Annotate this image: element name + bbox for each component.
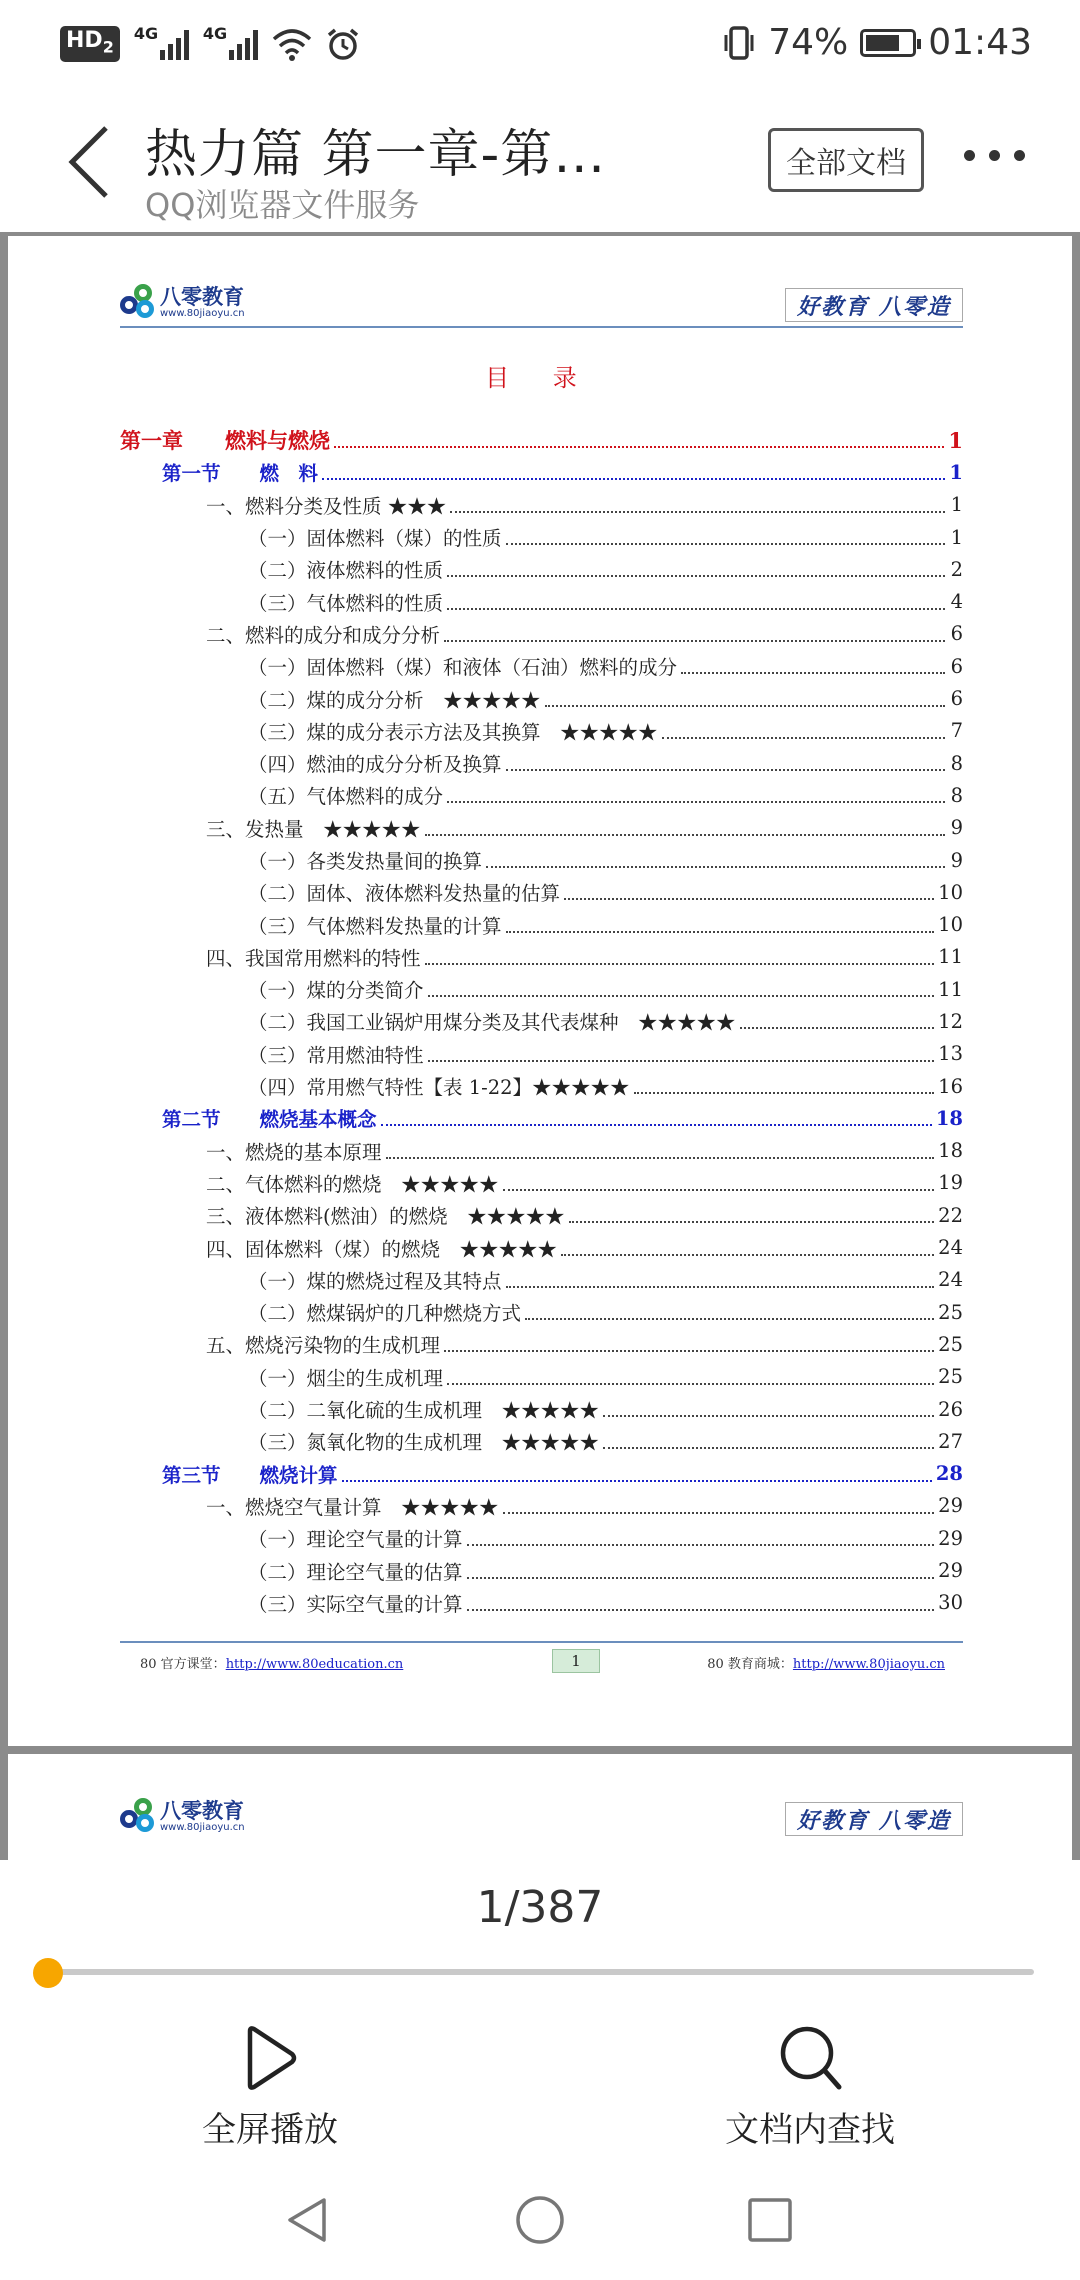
toc-entry-page: 11 xyxy=(938,977,963,1001)
fullscreen-play-button[interactable] xyxy=(150,2020,390,2151)
page-footer xyxy=(120,1641,963,1673)
toc-entry xyxy=(120,1522,963,1554)
more-menu-icon[interactable] xyxy=(964,150,1025,161)
footer-left-link[interactable]: http://www.80education.cn xyxy=(225,1657,404,1672)
toc-entry-label: （一）固体燃料（煤）的性质 xyxy=(248,527,502,551)
logo-rings-icon xyxy=(120,1798,156,1834)
toc-leader-dots xyxy=(322,478,945,480)
hd-voice-icon: $HD_2$ xyxy=(60,26,120,62)
toc-leader-dots xyxy=(564,898,934,900)
toc-entry xyxy=(120,1554,963,1586)
toc-entry-label: （三）煤的成分表示方法及其换算 ★★★★★ xyxy=(248,720,658,744)
toc-leader-dots xyxy=(681,672,945,674)
signal-icon: 4G xyxy=(134,28,189,60)
toc-leader-dots xyxy=(334,446,944,448)
toc-entry xyxy=(120,1361,963,1393)
toc-entry-label: 五、燃烧污染物的生成机理 xyxy=(206,1334,441,1358)
clock: 01:43 xyxy=(928,22,1032,63)
toc-leader-dots xyxy=(447,1383,934,1385)
header-rule xyxy=(120,326,963,328)
toc-entry-page: 6 xyxy=(950,687,963,711)
document-viewer[interactable] xyxy=(0,232,1080,1860)
toc-entry xyxy=(120,1135,963,1167)
toc-leader-dots xyxy=(447,801,945,803)
document-title: 热力篇 第一章-第… xyxy=(145,125,607,185)
toc-entry xyxy=(120,1005,963,1037)
toc-leader-dots xyxy=(503,1512,935,1514)
toc-entry xyxy=(120,1296,963,1328)
toc-entry-page: 11 xyxy=(938,945,963,969)
play-icon xyxy=(240,2025,300,2091)
toc-leader-dots xyxy=(386,1157,935,1159)
toc-entry-label: （一）固体燃料（煤）和液体（石油）燃料的成分 xyxy=(248,656,678,680)
find-in-document-button[interactable] xyxy=(690,2020,930,2151)
toc-entry-page: 1 xyxy=(949,460,963,484)
toc-entry-label: （二）理论空气量的估算 xyxy=(248,1560,463,1584)
toc-entry-page: 8 xyxy=(950,783,963,807)
viewer-controls xyxy=(0,1860,1080,2150)
toc-entry xyxy=(120,1102,963,1134)
toc-entry xyxy=(120,521,963,553)
toc-entry-label: 四、我国常用燃料的特性 xyxy=(206,946,421,970)
toc-entry-label: 二、气体燃料的燃烧 ★★★★★ xyxy=(206,1172,499,1196)
toc-entry-label: （二）煤的成分分析 ★★★★★ xyxy=(248,688,541,712)
toc-entry-page: 8 xyxy=(950,751,963,775)
battery-icon xyxy=(860,29,916,57)
toc-entry-label: （一）烟尘的生成机理 xyxy=(248,1366,444,1390)
toc-leader-dots xyxy=(561,1254,934,1256)
toc-entry xyxy=(120,1038,963,1070)
toc-entry xyxy=(120,1231,963,1263)
toc-entry-label: （一）理论空气量的计算 xyxy=(248,1528,463,1552)
toc-leader-dots xyxy=(447,608,945,610)
signal-icon: 4G xyxy=(203,28,258,60)
toc-entry-page: 29 xyxy=(938,1494,963,1518)
toc-entry-page: 4 xyxy=(950,590,963,614)
toc-leader-dots xyxy=(467,1609,935,1611)
toc-entry-label: 一、燃料分类及性质 ★★★ xyxy=(206,494,447,518)
toc-entry xyxy=(120,844,963,876)
toc-entry xyxy=(120,585,963,617)
toc-entry-label: （三）实际空气量的计算 xyxy=(248,1592,463,1616)
toc-entry-page: 6 xyxy=(950,622,963,646)
toc-entry xyxy=(120,876,963,908)
toc-entry-page: 29 xyxy=(938,1559,963,1583)
document-page xyxy=(8,236,1072,1746)
toc-entry-label: （三）气体燃料的性质 xyxy=(248,591,444,615)
find-in-document-label: 文档内查找 xyxy=(725,2110,895,2150)
toc-entry-page: 26 xyxy=(938,1397,963,1421)
toc-entry-page: 24 xyxy=(938,1268,963,1292)
toc-entry-label: （二）二氧化硫的生成机理 ★★★★★ xyxy=(248,1399,600,1423)
toc-entry xyxy=(120,1264,963,1296)
toc-entry-page: 1 xyxy=(948,427,963,453)
toc-leader-dots xyxy=(506,1286,935,1288)
toc-entry xyxy=(120,1328,963,1360)
toc-entry-label: 第一节 燃 料 xyxy=(162,462,319,486)
title-bar xyxy=(0,92,1080,232)
toc-entry xyxy=(120,1070,963,1102)
toc-leader-dots xyxy=(467,1577,935,1579)
footer-right: 80 教育商城：http://www.80jiaoyu.cn xyxy=(707,1657,945,1672)
toc-leader-dots xyxy=(425,963,935,965)
nav-recents-icon[interactable] xyxy=(740,2190,800,2250)
toc-leader-dots xyxy=(506,543,945,545)
toc-leader-dots xyxy=(603,1447,934,1449)
toc-entry xyxy=(120,973,963,1005)
toc-entry-label: 第一章 燃料与燃烧 xyxy=(120,428,330,454)
toc-entry xyxy=(120,1458,963,1490)
toc-entry-page: 1 xyxy=(950,493,963,517)
toc-entry-page: 16 xyxy=(938,1074,963,1098)
toc-entry-label: （三）常用燃油特性 xyxy=(248,1043,424,1067)
toc-entry-page: 24 xyxy=(938,1236,963,1260)
footer-right-link[interactable]: http://www.80jiaoyu.cn xyxy=(792,1657,945,1672)
toc-entry xyxy=(120,941,963,973)
toc-leader-dots xyxy=(662,737,945,739)
toc-leader-dots xyxy=(467,1544,935,1546)
toc-entry-page: 25 xyxy=(938,1332,963,1356)
vibrate-icon xyxy=(722,25,756,61)
toc-entry-label: （三）氮氧化物的生成机理 ★★★★★ xyxy=(248,1431,600,1455)
toc-entry-label: （一）各类发热量间的换算 xyxy=(248,850,483,873)
toc-entry xyxy=(120,747,963,779)
toc-entry xyxy=(120,424,963,456)
toc-leader-dots xyxy=(740,1027,935,1029)
toc-entry-page: 25 xyxy=(938,1300,963,1324)
slogan: 好教育 八零造 xyxy=(785,288,963,322)
toc-leader-dots xyxy=(506,769,945,771)
system-nav-bar xyxy=(0,2150,1080,2280)
toc-entry-page: 29 xyxy=(938,1526,963,1550)
toc-leader-dots xyxy=(425,834,945,836)
toc-entry-page: 27 xyxy=(938,1429,963,1453)
table-of-contents xyxy=(120,424,963,1619)
toc-entry xyxy=(120,489,963,521)
toc-entry-label: （三）气体燃料发热量的计算 xyxy=(248,914,502,938)
footer-page-number: 1 xyxy=(552,1649,600,1673)
toc-entry-label: （五）气体燃料的成分 xyxy=(248,785,444,809)
toc-entry-label: （二）我国工业锅炉用煤分类及其代表煤种 ★★★★★ xyxy=(248,1011,736,1035)
back-arrow-icon[interactable] xyxy=(62,122,122,202)
toc-entry-label: （一）煤的分类简介 xyxy=(248,979,424,1003)
toc-entry xyxy=(120,715,963,747)
toc-entry xyxy=(120,1167,963,1199)
toc-entry-page: 13 xyxy=(938,1042,963,1066)
toc-entry-label: （四）燃油的成分分析及换算 xyxy=(248,753,502,777)
toc-entry xyxy=(120,1393,963,1425)
logo-url: www.80jiaoyu.cn xyxy=(160,1821,245,1833)
all-documents-button[interactable]: 全部文档 xyxy=(768,128,924,192)
toc-entry xyxy=(120,1587,963,1619)
toc-entry xyxy=(120,456,963,488)
page-slider-track[interactable] xyxy=(44,1969,1034,1975)
alarm-icon xyxy=(326,27,360,61)
toc-leader-dots xyxy=(428,995,935,997)
nav-home-icon[interactable] xyxy=(510,2190,570,2250)
page-slider-thumb[interactable] xyxy=(33,1958,63,1988)
toc-entry-page: 10 xyxy=(938,913,963,937)
toc-entry-label: （二）燃煤锅炉的几种燃烧方式 xyxy=(248,1302,522,1326)
toc-entry-page: 2 xyxy=(950,557,963,581)
toc-entry-label: 三、液体燃料(燃油）的燃烧 ★★★★★ xyxy=(206,1205,565,1229)
toc-entry-label: （二）液体燃料的性质 xyxy=(248,559,444,583)
toc-leader-dots xyxy=(634,1092,935,1094)
toc-entry xyxy=(120,779,963,811)
toc-leader-dots xyxy=(381,1124,932,1126)
logo-url: www.80jiaoyu.cn xyxy=(160,307,245,319)
toc-entry-page: 25 xyxy=(938,1365,963,1389)
logo-name: 八零教育 xyxy=(160,284,244,309)
battery-percent: 74% xyxy=(768,22,849,63)
toc-leader-dots xyxy=(444,1350,934,1352)
toc-title: 目 录 xyxy=(485,364,595,392)
toc-entry-page: 9 xyxy=(950,848,963,872)
toc-leader-dots xyxy=(503,1189,935,1191)
source-subtitle: QQ浏览器文件服务 xyxy=(145,186,420,224)
toc-entry-label: 第三节 燃烧计算 xyxy=(162,1463,338,1487)
toc-entry xyxy=(120,618,963,650)
toc-leader-dots xyxy=(506,931,935,933)
toc-entry xyxy=(120,1199,963,1231)
toc-leader-dots xyxy=(428,1060,935,1062)
toc-leader-dots xyxy=(569,1221,935,1223)
toc-entry xyxy=(120,908,963,940)
toc-entry xyxy=(120,650,963,682)
toc-leader-dots xyxy=(447,575,945,577)
toc-entry xyxy=(120,1490,963,1522)
slogan: 好教育 八零造 xyxy=(785,1802,963,1836)
search-icon xyxy=(777,2023,843,2093)
toc-entry-page: 12 xyxy=(938,1009,963,1033)
toc-leader-dots xyxy=(545,705,945,707)
toc-entry-label: 三、发热量 ★★★★★ xyxy=(206,817,421,841)
toc-entry-page: 19 xyxy=(938,1171,963,1195)
toc-entry-page: 6 xyxy=(950,654,963,678)
toc-leader-dots xyxy=(450,511,945,513)
toc-entry-page: 18 xyxy=(935,1106,963,1130)
logo-rings-icon xyxy=(120,284,156,320)
toc-entry-label: 二、燃料的成分和成分分析 xyxy=(206,623,441,647)
nav-back-icon[interactable] xyxy=(278,2190,338,2250)
toc-entry xyxy=(120,682,963,714)
logo-name: 八零教育 xyxy=(160,1798,244,1823)
toc-entry-label: 一、燃烧空气量计算 ★★★★★ xyxy=(206,1495,499,1519)
toc-entry-label: 四、固体燃料（煤）的燃烧 ★★★★★ xyxy=(206,1237,558,1261)
toc-entry-label: （四）常用燃气特性【表 1-22】★★★★★ xyxy=(248,1076,630,1100)
toc-leader-dots xyxy=(486,866,945,868)
toc-leader-dots xyxy=(342,1480,932,1482)
footer-left: 80 官方课堂：http://www.80education.cn xyxy=(140,1657,404,1672)
toc-entry xyxy=(120,1425,963,1457)
brand-logo xyxy=(120,284,245,320)
toc-entry-page: 1 xyxy=(950,525,963,549)
toc-entry-page: 18 xyxy=(938,1139,963,1163)
toc-entry-label: （一）煤的燃烧过程及其特点 xyxy=(248,1269,502,1293)
status-bar xyxy=(0,0,1080,92)
document-page xyxy=(8,1754,1072,1860)
toc-leader-dots xyxy=(603,1415,934,1417)
toc-leader-dots xyxy=(525,1318,934,1320)
fullscreen-play-label: 全屏播放 xyxy=(202,2110,338,2150)
toc-entry xyxy=(120,812,963,844)
toc-entry-label: （二）固体、液体燃料发热量的估算 xyxy=(248,882,561,906)
toc-entry-page: 28 xyxy=(935,1462,963,1486)
toc-entry-label: 一、燃烧的基本原理 xyxy=(206,1140,382,1164)
toc-entry-label: 第二节 燃烧基本概念 xyxy=(162,1108,377,1132)
toc-entry-page: 22 xyxy=(938,1203,963,1227)
toc-entry-page: 7 xyxy=(950,719,963,743)
toc-entry xyxy=(120,553,963,585)
wifi-icon xyxy=(272,27,312,61)
toc-entry-page: 9 xyxy=(950,816,963,840)
page-indicator: 1/387 xyxy=(476,1882,604,1933)
toc-entry-page: 10 xyxy=(938,880,963,904)
toc-leader-dots xyxy=(444,640,945,642)
brand-logo xyxy=(120,1798,245,1834)
toc-entry-page: 30 xyxy=(938,1591,963,1615)
